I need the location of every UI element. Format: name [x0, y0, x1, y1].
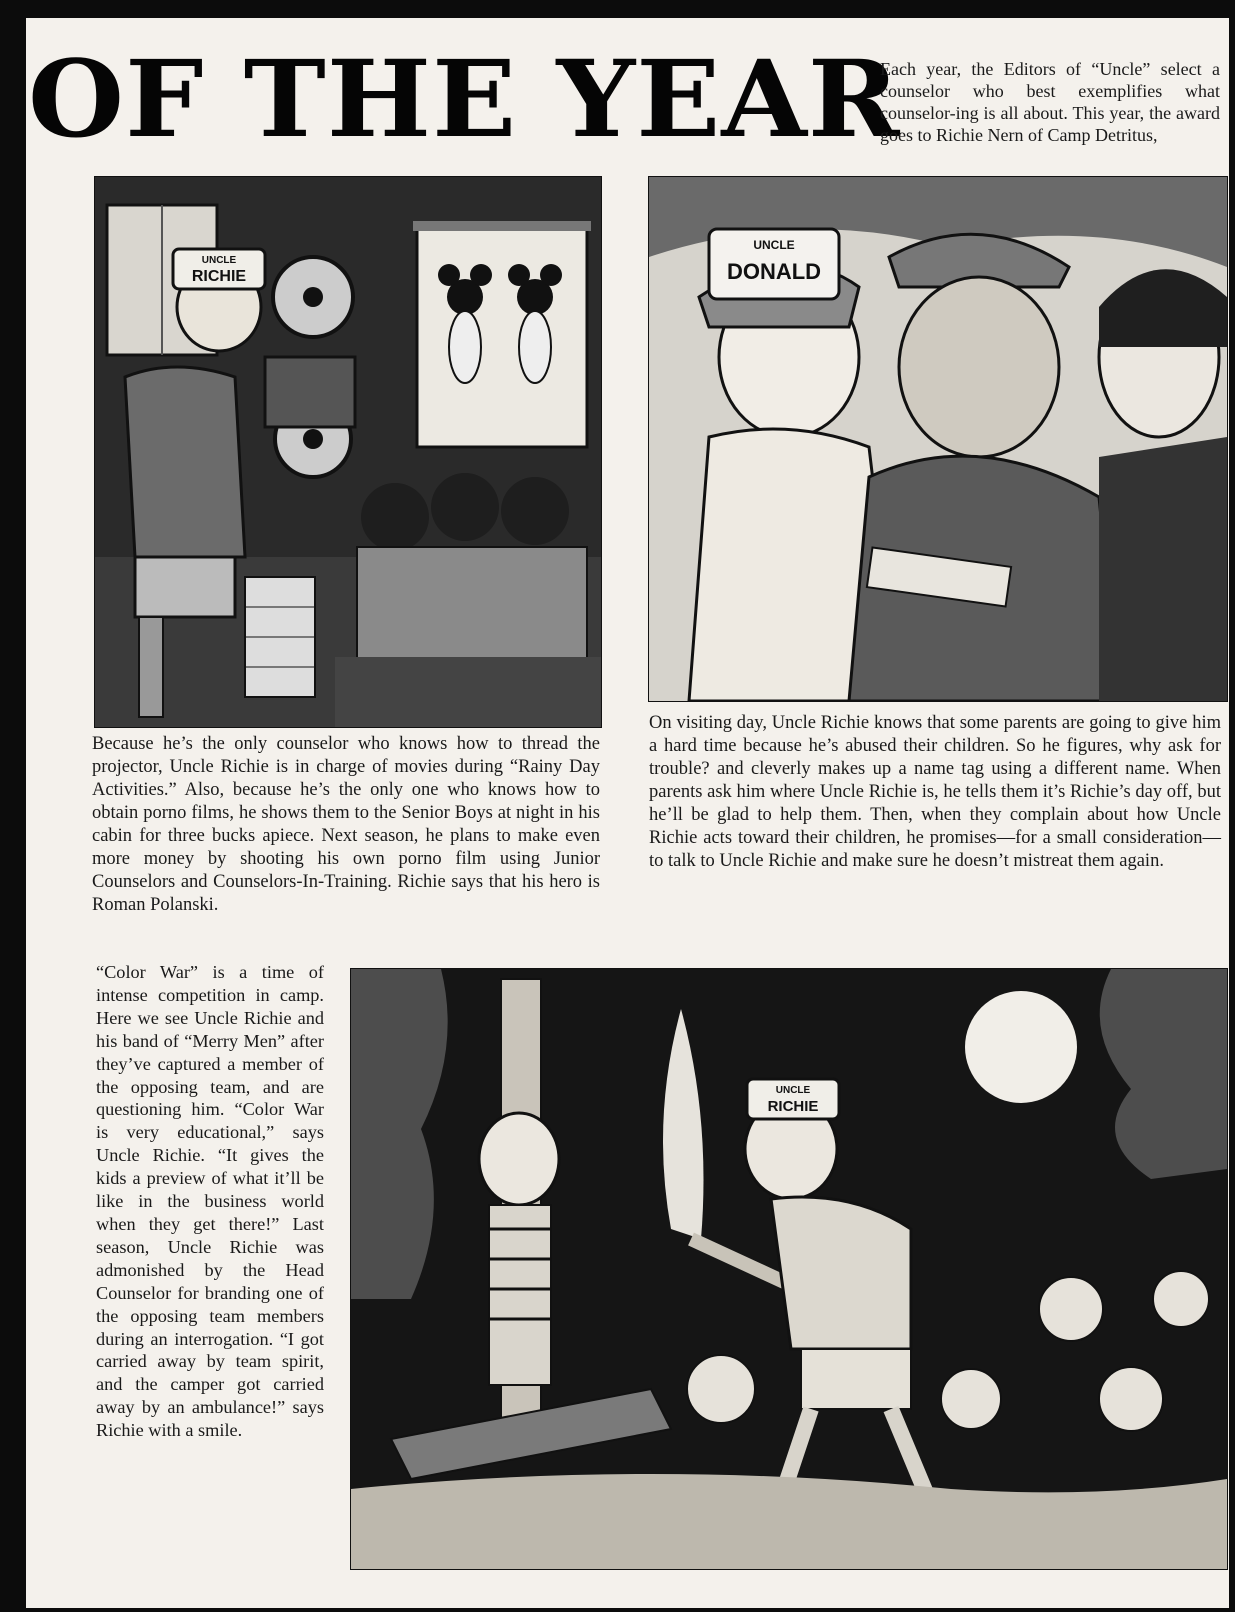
illustration-projector	[94, 176, 602, 728]
illustration-visiting-day	[648, 176, 1228, 702]
page-headline: OF THE YEAR	[28, 36, 901, 161]
visiting-day-drawing	[649, 177, 1227, 701]
visiting-cap-line2: DONALD	[726, 259, 822, 284]
illustration-color-war	[350, 968, 1228, 1570]
colorwar-cap-line2: RICHIE	[767, 1098, 819, 1115]
intro-paragraph: Each year, the Editors of “Uncle” select a counselor who best exemplifies what counselor-ing is all about. This year, the award goes to Richie Nern of Camp Detritus,	[880, 59, 1220, 145]
page-border-bottom	[0, 1608, 1235, 1612]
page-border-left	[0, 0, 26, 1612]
projector-drawing	[95, 177, 601, 727]
caption-projector: Because he’s the only counselor who knows how to thread the projector, Uncle Richie is in charge of movies during “Rainy Day Activities.” Also, because he’s the only one who knows how to obtain porno films, he shows them to the Senior Boys at night in his cabin for three bucks apiece. Next season, he plans to make even more money by shooting his own porno film using Junior Counselors and Counselors-In-Training. Richie says that his hero is Roman Polanski.	[92, 734, 600, 915]
visiting-cap-line1: UNCLE	[753, 238, 795, 252]
projector-cap-line1: UNCLE	[201, 255, 237, 266]
projector-cap-line2: RICHIE	[191, 268, 247, 285]
color-war-drawing	[351, 969, 1227, 1569]
caption-color-war: “Color War” is a time of intense competition in camp. Here we see Uncle Richie and his band of “Merry Men” after they’ve captured a member of the opposing team, and are questioning him. “Color War is very educational,” says Uncle Richie. “It gives the kids a preview of what it’ll be like in the business world when they get there!” Last season, Uncle Richie was admonished by the Head Counselor for branding one of the opposing team members during an interrogation. “I got carried away by team spirit, and the camper got carried away by an ambulance!” says Richie with a smile.	[96, 962, 324, 1441]
colorwar-cap-line1: UNCLE	[775, 1085, 811, 1096]
caption-visiting-day: On visiting day, Uncle Richie knows that some parents are going to give him a hard time because he’s abused their children. So he figures, why ask for trouble? and cleverly makes up a name tag using a different name. When parents ask him where Uncle Richie is, he tells them it’s Richie’s day off, but he’ll be glad to help them. Then, when they complain about how Uncle Richie acts toward their children, he promises—for a small consideration—to talk to Uncle Richie and make sure he doesn’t mistreat them again.	[649, 713, 1221, 871]
page-border-right	[1229, 0, 1235, 1612]
page-border-top	[0, 0, 1235, 18]
